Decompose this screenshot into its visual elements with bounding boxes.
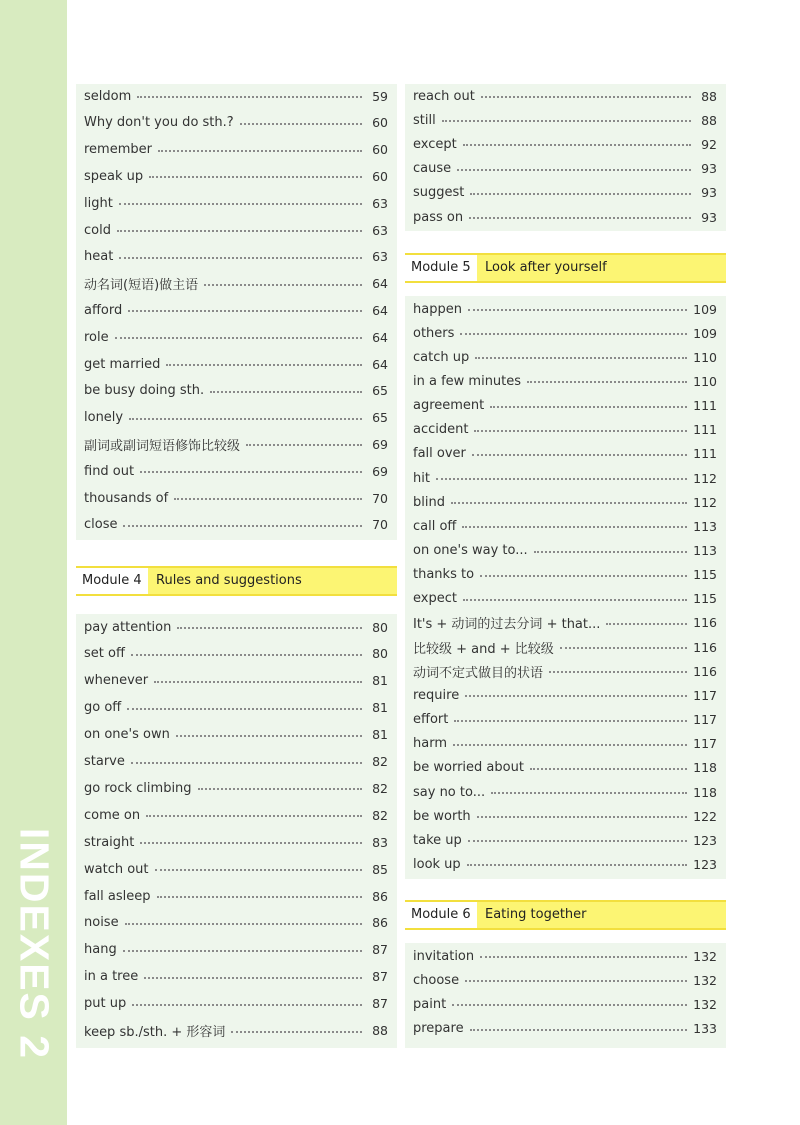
module-label: Module 6 [411, 907, 471, 922]
entry-term: find out [84, 463, 135, 479]
index-entry [413, 301, 717, 317]
entry-term: blind [413, 494, 445, 510]
index-entry [84, 383, 388, 399]
index-entry [84, 195, 388, 211]
dot-leader [472, 454, 687, 456]
entry-page-number: 133 [693, 1021, 717, 1037]
dot-leader [129, 418, 362, 420]
index-block-right-2 [405, 296, 726, 879]
entry-page-number: 65 [372, 383, 388, 399]
dot-leader [467, 864, 687, 866]
index-entry [413, 1021, 717, 1037]
entry-term: in a few minutes [413, 373, 522, 389]
entry-page-number: 60 [372, 168, 388, 184]
dot-leader [474, 430, 687, 432]
dot-leader [436, 478, 687, 480]
entry-term: noise [84, 915, 119, 931]
module-title: Eating together [477, 902, 726, 928]
entry-page-number: 80 [372, 619, 388, 635]
entry-term: look up [413, 856, 461, 872]
entry-term: pass on [413, 209, 464, 225]
entry-page-number: 64 [372, 302, 388, 318]
dot-leader [154, 681, 362, 683]
entry-page-number: 88 [701, 88, 717, 104]
index-entry [84, 329, 388, 345]
entry-page-number: 112 [693, 470, 717, 486]
entry-term: hit [413, 470, 430, 486]
entry-page-number: 82 [372, 780, 388, 796]
entry-page-number: 65 [372, 410, 388, 426]
dot-leader [210, 391, 362, 393]
entry-term: cause [413, 161, 452, 177]
entry-page-number: 113 [693, 518, 717, 534]
entry-page-number: 112 [693, 494, 717, 510]
dot-leader [480, 575, 687, 577]
entry-term: be worried about [413, 760, 524, 776]
entry-term: suggest [413, 185, 465, 201]
dot-leader [166, 364, 362, 366]
index-entry [413, 615, 717, 631]
dot-leader [530, 768, 687, 770]
dot-leader [149, 176, 362, 178]
entry-page-number: 116 [693, 663, 717, 679]
dot-leader [457, 169, 691, 171]
entry-page-number: 64 [372, 329, 388, 345]
dot-leader [146, 815, 362, 817]
entry-term: expect [413, 591, 457, 607]
entry-term: role [84, 329, 109, 345]
index-entry [413, 373, 717, 389]
index-entry [413, 996, 717, 1012]
entry-term: It's + 动词的过去分词 + that... [413, 617, 601, 633]
entry-term: say no to... [413, 784, 486, 800]
index-entry [413, 494, 717, 510]
index-entry [84, 168, 388, 184]
entry-term: harm [413, 736, 447, 752]
dot-leader [231, 1031, 362, 1033]
dot-leader [198, 788, 362, 790]
index-entry [413, 112, 717, 128]
entry-term: keep sb./sth. + 形容词 [84, 1025, 226, 1040]
entry-term: paint [413, 996, 447, 1012]
entry-page-number: 59 [372, 88, 388, 104]
entry-term: seldom [84, 88, 132, 104]
entry-page-number: 86 [372, 888, 388, 904]
entry-term: straight [84, 834, 135, 850]
dot-leader [240, 123, 362, 125]
module-5-header [405, 253, 726, 283]
index-entry [84, 700, 388, 716]
dot-leader [468, 840, 687, 842]
index-entry [413, 88, 717, 104]
index-entry [84, 410, 388, 426]
entry-page-number: 63 [372, 195, 388, 211]
dot-leader [463, 599, 687, 601]
dot-leader [115, 337, 362, 339]
entry-page-number: 88 [372, 1023, 388, 1038]
entry-page-number: 118 [693, 760, 717, 776]
dot-leader [176, 735, 362, 737]
dot-leader [465, 695, 687, 697]
entry-page-number: 111 [693, 398, 717, 414]
entry-term: happen [413, 301, 462, 317]
dot-leader [490, 406, 687, 408]
index-entry [413, 736, 717, 752]
index-entry [84, 142, 388, 158]
module-title: Rules and suggestions [148, 568, 397, 594]
dot-leader [462, 526, 687, 528]
entry-page-number: 117 [693, 736, 717, 752]
entry-page-number: 85 [372, 861, 388, 877]
entry-term: put up [84, 996, 127, 1012]
entry-page-number: 87 [372, 969, 388, 985]
dot-leader [140, 471, 362, 473]
index-entry [84, 436, 388, 452]
dot-leader [491, 792, 687, 794]
entry-term: agreement [413, 398, 485, 414]
index-entry [413, 856, 717, 872]
dot-leader [470, 193, 691, 195]
entry-page-number: 116 [693, 615, 717, 631]
entry-term: 副词或副词短语修饰比较级 [84, 438, 241, 454]
index-entry [413, 185, 717, 201]
index-entry [84, 807, 388, 823]
index-block-left-1 [76, 84, 397, 540]
side-label: INDEXES 2 [11, 827, 58, 1061]
dot-leader [475, 357, 687, 359]
module-label: Module 4 [82, 573, 142, 588]
dot-leader [481, 96, 691, 98]
entry-term: thanks to [413, 567, 475, 583]
entry-page-number: 60 [372, 142, 388, 158]
dot-leader [125, 923, 362, 925]
entry-page-number: 86 [372, 915, 388, 931]
dot-leader [119, 257, 362, 259]
entry-term: set off [84, 646, 125, 662]
dot-leader [246, 444, 362, 446]
entry-page-number: 64 [372, 276, 388, 292]
index-entry [84, 1023, 388, 1039]
index-entry [84, 673, 388, 689]
dot-leader [453, 744, 687, 746]
dot-leader [534, 551, 688, 553]
index-entry [84, 302, 388, 318]
dot-leader [463, 144, 691, 146]
entry-page-number: 70 [372, 490, 388, 506]
entry-term: accident [413, 422, 469, 438]
side-strip [0, 0, 67, 1125]
index-entry [413, 972, 717, 988]
index-entry [413, 543, 717, 559]
entry-term: 比较级 + and + 比较级 [413, 641, 554, 657]
entry-page-number: 117 [693, 712, 717, 728]
entry-term: still [413, 112, 436, 128]
entry-page-number: 92 [701, 136, 717, 152]
entry-page-number: 110 [693, 373, 717, 389]
entry-term: come on [84, 807, 141, 823]
index-entry [413, 567, 717, 583]
entry-page-number: 83 [372, 834, 388, 850]
dot-leader [454, 720, 687, 722]
index-entry [84, 115, 388, 131]
dot-leader [469, 217, 691, 219]
index-entry [413, 784, 717, 800]
dot-leader [157, 896, 363, 898]
entry-term: be worth [413, 808, 471, 824]
index-entry [84, 969, 388, 985]
dot-leader [144, 977, 362, 979]
index-entry [413, 518, 717, 534]
dot-leader [465, 980, 687, 982]
entry-page-number: 60 [372, 115, 388, 131]
index-entry [413, 325, 717, 341]
index-entry [84, 861, 388, 877]
index-entry [413, 161, 717, 177]
index-entry [413, 398, 717, 414]
index-entry [84, 517, 388, 533]
entry-term: watch out [84, 861, 149, 877]
entry-page-number: 82 [372, 754, 388, 769]
entry-term: require [413, 687, 460, 703]
entry-page-number: 110 [693, 349, 717, 365]
entry-term: speak up [84, 168, 144, 184]
index-entry [413, 639, 717, 655]
entry-page-number: 117 [693, 687, 717, 703]
entry-term: choose [413, 972, 460, 988]
entry-term: 动名词(短语)做主语 [84, 278, 199, 294]
dot-leader [451, 502, 687, 504]
index-entry [84, 754, 388, 770]
dot-leader [137, 96, 362, 98]
index-block-left-2 [76, 614, 397, 1048]
entry-term: in a tree [84, 969, 139, 985]
entry-page-number: 81 [372, 673, 388, 689]
index-entry [413, 808, 717, 824]
entry-term: 动词不定式做目的状语 [413, 665, 544, 681]
entry-term: go rock climbing [84, 780, 192, 796]
dot-leader [117, 230, 362, 232]
dot-leader [549, 671, 687, 673]
module-6-header [405, 900, 726, 930]
entry-page-number: 132 [693, 948, 717, 964]
entry-page-number: 69 [372, 436, 388, 452]
entry-page-number: 111 [693, 446, 717, 462]
entry-page-number: 64 [372, 356, 388, 372]
entry-term: light [84, 195, 113, 211]
entry-page-number: 109 [693, 325, 717, 341]
entry-page-number: 63 [372, 222, 388, 238]
entry-term: fall asleep [84, 888, 151, 904]
index-entry [84, 780, 388, 796]
entry-page-number: 132 [693, 972, 717, 988]
index-entry [84, 356, 388, 372]
entry-page-number: 132 [693, 996, 717, 1012]
entry-term: call off [413, 518, 457, 534]
entry-term: others [413, 325, 455, 341]
entry-page-number: 93 [701, 185, 717, 201]
entry-term: on one's way to... [413, 543, 528, 558]
entry-term: heat [84, 249, 114, 265]
entry-page-number: 63 [372, 249, 388, 265]
dot-leader [204, 284, 362, 286]
entry-term: go off [84, 700, 122, 716]
dot-leader [177, 627, 362, 629]
entry-page-number: 122 [693, 808, 717, 824]
entry-page-number: 81 [372, 727, 388, 743]
index-entry [84, 88, 388, 104]
entry-page-number: 82 [372, 807, 388, 823]
entry-term: take up [413, 832, 462, 848]
entry-term: be busy doing sth. [84, 383, 205, 399]
index-entry [84, 249, 388, 265]
entry-page-number: 88 [701, 112, 717, 128]
index-entry [84, 490, 388, 506]
entry-term: cold [84, 222, 111, 238]
module-4-header [76, 566, 397, 596]
index-entry [413, 948, 717, 964]
dot-leader [131, 654, 362, 656]
dot-leader [606, 623, 687, 625]
index-entry [413, 663, 717, 679]
entry-term: on one's own [84, 727, 170, 743]
dot-leader [527, 381, 687, 383]
index-entry [413, 470, 717, 486]
dot-leader [477, 816, 687, 818]
dot-leader [174, 498, 362, 500]
dot-leader [131, 762, 362, 764]
dot-leader [123, 525, 362, 527]
entry-page-number: 111 [693, 422, 717, 438]
entry-term: afford [84, 302, 123, 318]
module-label: Module 5 [411, 260, 471, 275]
index-entry [413, 832, 717, 848]
entry-term: catch up [413, 349, 470, 365]
dot-leader [127, 708, 362, 710]
entry-page-number: 87 [372, 996, 388, 1012]
entry-term: close [84, 517, 118, 533]
entry-page-number: 123 [693, 856, 717, 872]
entry-page-number: 93 [701, 209, 717, 225]
dot-leader [132, 1004, 362, 1006]
index-entry [413, 422, 717, 438]
entry-term: hang [84, 942, 117, 958]
entry-term: effort [413, 712, 449, 728]
entry-term: thousands of [84, 490, 169, 506]
entry-page-number: 115 [693, 567, 717, 583]
entry-term: remember [84, 142, 152, 158]
dot-leader [468, 309, 687, 311]
index-entry [84, 619, 388, 635]
entry-term: whenever [84, 673, 149, 689]
index-entry [84, 727, 388, 743]
index-entry [84, 646, 388, 662]
entry-term: invitation [413, 948, 475, 964]
index-entry [413, 446, 717, 462]
index-entry [84, 276, 388, 292]
entry-page-number: 115 [693, 591, 717, 607]
index-entry [413, 349, 717, 365]
entry-page-number: 81 [372, 700, 388, 716]
dot-leader [158, 150, 362, 152]
entry-term: lonely [84, 410, 124, 426]
index-entry [84, 915, 388, 931]
entry-page-number: 80 [372, 646, 388, 662]
module-title: Look after yourself [477, 255, 726, 281]
index-entry [413, 209, 717, 225]
entry-term: fall over [413, 446, 466, 462]
dot-leader [442, 120, 691, 122]
dot-leader [128, 310, 362, 312]
index-entry [84, 222, 388, 238]
dot-leader [140, 842, 362, 844]
entry-term: pay attention [84, 619, 172, 635]
entry-page-number: 70 [372, 517, 388, 533]
entry-page-number: 93 [701, 161, 717, 177]
entry-page-number: 118 [693, 784, 717, 800]
dot-leader [452, 1004, 687, 1006]
entry-page-number: 87 [372, 942, 388, 958]
index-block-right-3 [405, 943, 726, 1048]
index-block-right-1 [405, 84, 726, 231]
index-entry [84, 996, 388, 1012]
index-entry [413, 712, 717, 728]
dot-leader [480, 956, 687, 958]
entry-page-number: 113 [693, 543, 717, 558]
entry-page-number: 69 [372, 463, 388, 479]
index-entry [413, 136, 717, 152]
entry-term: except [413, 136, 457, 152]
entry-page-number: 109 [693, 301, 717, 317]
index-entry [413, 591, 717, 607]
dot-leader [470, 1029, 688, 1031]
index-entry [84, 942, 388, 958]
dot-leader [560, 647, 687, 649]
dot-leader [123, 950, 362, 952]
index-entry [84, 888, 388, 904]
dot-leader [119, 203, 362, 205]
entry-page-number: 123 [693, 832, 717, 848]
entry-term: reach out [413, 88, 475, 104]
index-entry [413, 760, 717, 776]
entry-term: get married [84, 356, 161, 372]
entry-term: starve [84, 754, 125, 769]
entry-term: prepare [413, 1021, 464, 1037]
index-entry [84, 834, 388, 850]
index-entry [84, 463, 388, 479]
entry-page-number: 116 [693, 639, 717, 655]
entry-term: Why don't you do sth.? [84, 115, 234, 131]
dot-leader [155, 869, 362, 871]
dot-leader [460, 333, 687, 335]
index-entry [413, 687, 717, 703]
